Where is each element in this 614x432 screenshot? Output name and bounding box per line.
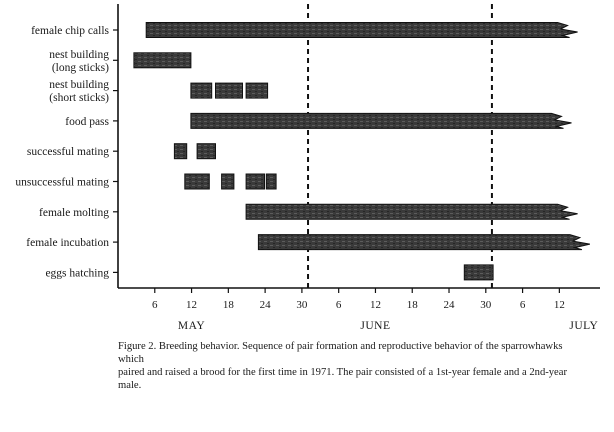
category-label: [65, 116, 109, 128]
figure-caption: [118, 340, 588, 392]
x-tick-label: 12: [369, 299, 381, 311]
category-label-line: successful mating: [26, 146, 109, 159]
category-label: [39, 207, 109, 219]
bar-segment: [246, 83, 268, 98]
x-tick-label: 18: [222, 299, 234, 311]
bar-segment: [258, 235, 590, 250]
x-tick-label: 24: [443, 299, 455, 311]
category-label: [49, 79, 109, 104]
bar-segment: [246, 204, 577, 219]
category-label-line: female incubation: [26, 237, 109, 250]
category-label: [27, 146, 109, 158]
bar-segment: [174, 144, 186, 159]
category-label-line: food pass: [65, 115, 109, 128]
x-tick-label: 6: [152, 299, 158, 311]
bar-segment: [216, 83, 243, 98]
bar-segment: [222, 174, 234, 189]
bar-segment: [191, 113, 572, 128]
category-label-line: female molting: [39, 206, 109, 219]
x-tick-label: 12: [186, 299, 198, 311]
category-label: [26, 237, 109, 249]
x-tick-label: 30: [480, 299, 492, 311]
category-label-line: nest building: [49, 79, 109, 92]
bar-segment: [185, 174, 210, 189]
x-tick-label: 6: [519, 299, 526, 311]
category-label-line: female chip calls: [31, 25, 109, 37]
bar-segment: [134, 53, 191, 68]
caption-line-2: paired and raised a brood for the first time in 1971. The pair consisted of a 1st-year female and a 2nd-year male.: [118, 367, 567, 391]
caption-line-1: Figure 2. Breeding behavior. Sequence of pair formation and reproductive behavior of the sparrowhawks which: [118, 341, 563, 365]
bar-segment: [464, 265, 493, 280]
category-label: [31, 25, 109, 37]
x-tick-label: 30: [296, 299, 308, 311]
month-label: MAY: [177, 320, 206, 332]
bar-segment: [246, 174, 264, 189]
x-tick-label: 24: [259, 299, 271, 311]
category-label: [49, 49, 109, 74]
bar-segment: [146, 23, 577, 38]
x-tick-label: 12: [553, 299, 565, 311]
category-label-line: (long sticks): [51, 61, 109, 74]
x-tick-label: 18: [406, 299, 418, 311]
x-tick-label: 6: [335, 299, 342, 311]
category-label: [45, 267, 109, 279]
bar-segment: [191, 83, 212, 98]
category-label-line: nest building: [49, 48, 109, 61]
category-label-line: eggs hatching: [45, 267, 109, 280]
bar-segment: [197, 144, 215, 159]
category-label-line: unsuccessful mating: [15, 176, 109, 189]
bar-segment: [266, 174, 276, 189]
category-label-line: (short sticks): [49, 92, 109, 105]
month-label: JULY: [569, 320, 599, 332]
category-label: [15, 177, 109, 189]
month-label: JUNE: [360, 320, 391, 332]
